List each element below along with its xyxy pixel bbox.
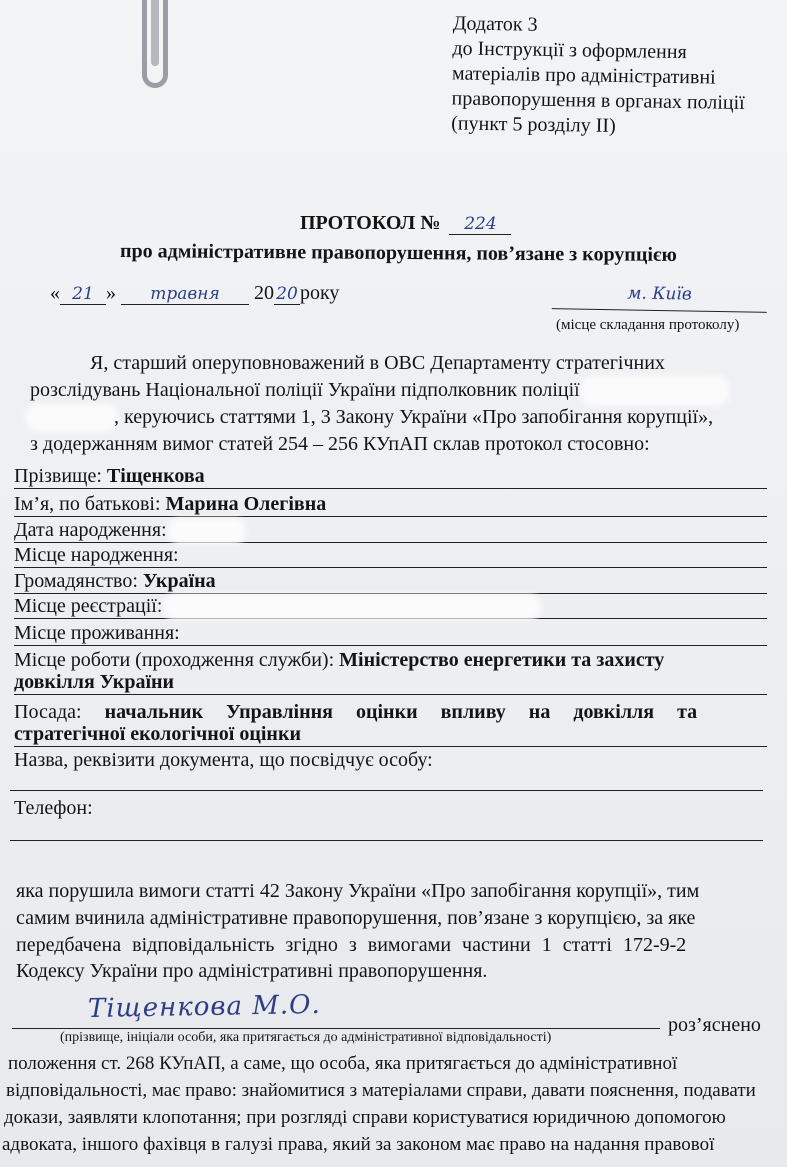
paper-clip-inner-icon <box>151 0 159 66</box>
surname-label: Прізвище: <box>14 465 102 487</box>
redaction-mark <box>30 408 114 428</box>
phone-blank-line <box>10 840 763 841</box>
field-name <box>14 492 767 517</box>
field-work-cont <box>14 670 767 695</box>
name-value: Марина Олегівна <box>165 493 327 515</box>
violation-line-2: самим вчинила адміністративне правопорушення, пов’язане з корупцією, за яке <box>16 907 696 929</box>
protocol-subtitle: про адміністративне правопорушення, пов’язане з корупцією <box>119 240 677 266</box>
protocol-title-text: ПРОТОКОЛ № <box>300 212 441 234</box>
work-label: Місце роботи (проходження служби): <box>14 649 335 671</box>
field-citizenship <box>14 569 767 594</box>
rights-line-1: положення ст. 268 КУпАП, а саме, що особа, яка притягається до адміністративної <box>8 1053 678 1074</box>
name-label: Ім’я, по батькові: <box>14 493 161 515</box>
protocol-date <box>50 282 339 305</box>
place-value: м. Київ <box>552 282 767 313</box>
place-label: (місце складання протоколу) <box>556 317 740 333</box>
document-blank-line <box>10 790 763 791</box>
date-open-quote: « <box>50 282 60 304</box>
work-value-1: Міністерство енергетики та захисту <box>339 649 665 671</box>
phone-label: Телефон: <box>14 797 93 819</box>
protocol-title <box>300 212 511 235</box>
residence-label: Місце проживання: <box>14 622 180 644</box>
field-residence <box>14 621 767 646</box>
position-value-2: стратегічної екологічної оцінки <box>14 723 301 745</box>
violation-line-4: Кодексу України про адміністративні правопорушення. <box>16 960 488 982</box>
birthdate-label: Дата народження: <box>14 519 167 541</box>
date-close-quote: » <box>106 282 116 304</box>
rights-line-2: відповідальності, має право: знайомитися з матеріалами справи, давати пояснення, подавати <box>6 1080 756 1101</box>
rights-line-4: адвоката, іншого фахівця в галузі права, який за законом має право на надання правової <box>2 1134 715 1155</box>
intro-line-2-text: розслідувань Національної поліції України підполковник поліції <box>30 379 580 401</box>
appendix-line: правопорушення в органах поліції <box>451 87 745 115</box>
violation-line-1: яка порушила вимоги статті 42 Закону України «Про запобігання корупції», тим <box>16 880 700 902</box>
intro-line-3-text: , керуючись статтями 1, 3 Закону України «Про запобігання корупції», <box>114 406 714 428</box>
field-registration <box>14 594 767 619</box>
appendix-note <box>451 11 783 141</box>
redaction-mark <box>172 522 242 540</box>
citizenship-label: Громадянство: <box>14 570 138 592</box>
appendix-line: (пункт 5 розділу ІІ) <box>451 112 616 137</box>
date-day: 21 <box>60 284 106 305</box>
intro-line-3 <box>30 404 770 431</box>
date-month: травня <box>121 284 249 305</box>
appendix-line: до Інструкції з оформлення <box>452 37 687 64</box>
field-document <box>14 748 767 772</box>
position-value-1: начальник Управління оцінки впливу на довкілля та <box>104 701 698 723</box>
field-surname <box>14 464 767 489</box>
intro-line-4: з додержанням вимог статей 254 – 256 КУпАП склав протокол стосовно: <box>30 433 650 455</box>
appendix-line: Додаток 3 <box>452 12 538 36</box>
appendix-line: матеріалів про адміністративні <box>451 62 716 89</box>
citizenship-value: Україна <box>142 570 216 592</box>
surname-value: Тіщенкова <box>106 465 205 487</box>
date-year-word: року <box>300 282 340 304</box>
field-birthplace <box>14 543 767 568</box>
rights-line-3: докази, заявляти клопотання; при розгляді справи користуватися юридичною допомогою <box>4 1107 726 1128</box>
signature-caption: (прізвище, ініціали особи, яка притягається до адміністративної відповідальності) <box>60 1030 552 1045</box>
field-birthdate <box>14 518 767 543</box>
intro-line-2 <box>30 377 770 404</box>
document-label: Назва, реквізити документа, що посвідчує особу: <box>14 749 433 771</box>
explained-text: роз’яснено <box>668 1014 761 1036</box>
date-year-prefix: 20 <box>254 282 274 304</box>
position-label: Посада: <box>14 701 82 723</box>
field-position-cont <box>14 722 767 747</box>
field-phone <box>14 796 767 820</box>
date-year-suffix: 20 <box>274 284 300 305</box>
field-position <box>14 700 767 724</box>
birthplace-label: Місце народження: <box>14 544 179 566</box>
violation-line-3: передбачена відповідальність згідно з вимогами частини 1 статті 172-9-2 <box>16 934 687 956</box>
signature-handwriting: Тіщенкова М.О. <box>87 989 321 1025</box>
field-work <box>14 648 767 672</box>
intro-line-1: Я, старший оперуповноважений в ОВС Департаменту стратегічних <box>90 352 665 374</box>
redaction-mark <box>585 380 725 402</box>
registration-label: Місце реєстрації: <box>14 595 163 617</box>
redaction-mark <box>167 598 537 616</box>
protocol-number: 224 <box>449 214 511 235</box>
work-value-2: довкілля України <box>14 671 175 693</box>
